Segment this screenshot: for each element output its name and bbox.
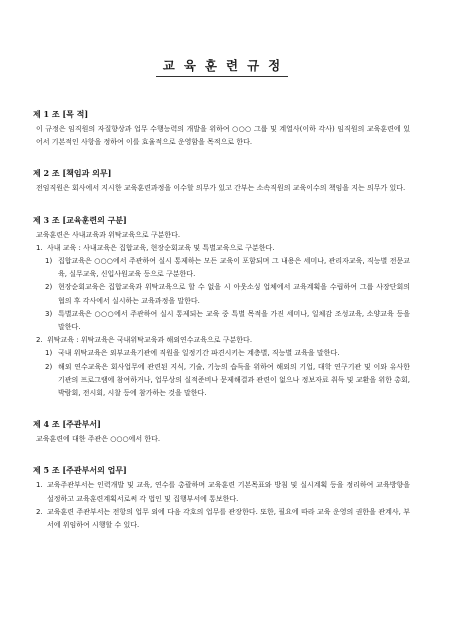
item-marker: 1.: [36, 243, 43, 252]
list-item: [33, 308, 410, 334]
title-underline: [156, 76, 288, 77]
item-text: 현장순회교육은 집합교육과 위탁교육으로 할 수 없을 시 아웃소싱 업체에서 교육계획을 수립하여 그룹 사장단회의 협의 후 각사에서 실시하는 교육과정을 말한다.: [58, 283, 410, 305]
list-item: [33, 506, 410, 532]
list-item: [33, 242, 410, 255]
item-marker: 2.: [36, 507, 43, 516]
article-2: [33, 168, 410, 195]
article-4-title: 제 4 조 [주관부서]: [33, 419, 101, 430]
item-text: 국내 위탁교육은 외부교육기관에 직원을 일정기간 파견시키는 계층별, 직능별 교육을 말한다.: [58, 349, 340, 358]
list-item: [33, 347, 410, 360]
item-marker: 1): [45, 349, 53, 358]
item-marker: 2.: [36, 336, 43, 345]
article-1-title: 제 1 조 [목 적]: [33, 109, 89, 119]
item-marker: 2): [45, 283, 53, 292]
article-1: [33, 109, 410, 149]
article-1-body: 이 규정은 임직원의 자질향상과 업무 수행능력의 개발을 위하여 ○○○ 그룹 및 계열사(이하 각사) 임직원의 교육훈련에 있어서 기본적인 사항을 정하여 이를 효율적으로 운영함을 목적으로 한다.: [36, 125, 410, 147]
item-text: 사내 교육 : 사내교육은 집합교육, 현장순회교육 및 특별교육으로 구분한다.: [47, 243, 275, 252]
article-3-title: 제 3 조 [교육훈련의 구분]: [33, 214, 127, 225]
item-marker: 1): [45, 257, 53, 266]
list-item: [33, 255, 410, 281]
article-3: [33, 215, 410, 401]
item-marker: 3): [45, 309, 53, 318]
item-text: 교육주관부서는 인력개발 및 교육, 연수를 총괄하며 교육훈련 기본목표와 방침 및 실시계획 등을 정리하여 교육방향을 설정하고 교육훈련계획서로써 각 법인 및 집행부서에 통보한다.: [47, 481, 410, 503]
article-2-body: 전임직원은 회사에서 지시한 교육훈련과정을 이수할 의무가 있고 간부는 소속직원의 교육이수의 책임을 지는 의무가 있다.: [36, 184, 406, 193]
article-4-body: 교육훈련에 대한 주관은 ○○○에서 한다.: [36, 435, 161, 444]
list-item: [33, 281, 410, 307]
list-item: [33, 479, 410, 505]
item-text: 집합교육은 ○○○에서 주관하여 실시 통제하는 모든 교육이 포함되며 그 내용은 세미나, 관리자교육, 직능별 전문교육, 실무교육, 신입사원교육 등으로 구분한다.: [58, 257, 410, 279]
article-4: [33, 419, 410, 446]
article-5: [33, 465, 410, 532]
item-text: 교육훈련 주관부서는 전항의 업무 외에 다음 각호의 업무를 관장한다. 또한, 필요에 따라 교육 운영의 권한을 관계사, 부서에 위임하여 시행할 수 있다.: [47, 507, 410, 530]
item-text: 해외 연수교육은 회사업무에 관련된 지식, 기술, 기능의 습득을 위하여 해외의 기업, 대학 연구기관 및 이와 유사한 기관의 프로그램에 참여하거나, 업무상의 실적준비나 문제해결과 관련이 없으나 정보자료 취득 및 교환을 위한 총회, 박람회, 전시회, 시찰 등에 참가하는 것을 말한다.: [58, 362, 410, 398]
article-2-title: 제 2 조 [책임과 의무]: [33, 168, 112, 179]
document-title: 교육훈련규정: [162, 58, 290, 73]
item-text: 위탁교육 : 위탁교육은 국내위탁교육과 해외연수교육으로 구분한다.: [47, 336, 253, 345]
item-marker: 2): [45, 362, 53, 371]
article-3-intro: 교육훈련은 사내교육과 위탁교육으로 구분한다.: [36, 230, 181, 239]
article-5-title: 제 5 조 [주관부서의 업무]: [33, 465, 127, 476]
list-item: [33, 361, 410, 401]
list-item: [33, 334, 410, 347]
item-text: 특별교육은 ○○○에서 주관하여 실시 통제되는 교육 중 특별 목적을 가진 세미나, 일체감 조성교육, 소양교육 등을 말한다.: [58, 309, 410, 332]
item-marker: 1.: [36, 481, 43, 490]
